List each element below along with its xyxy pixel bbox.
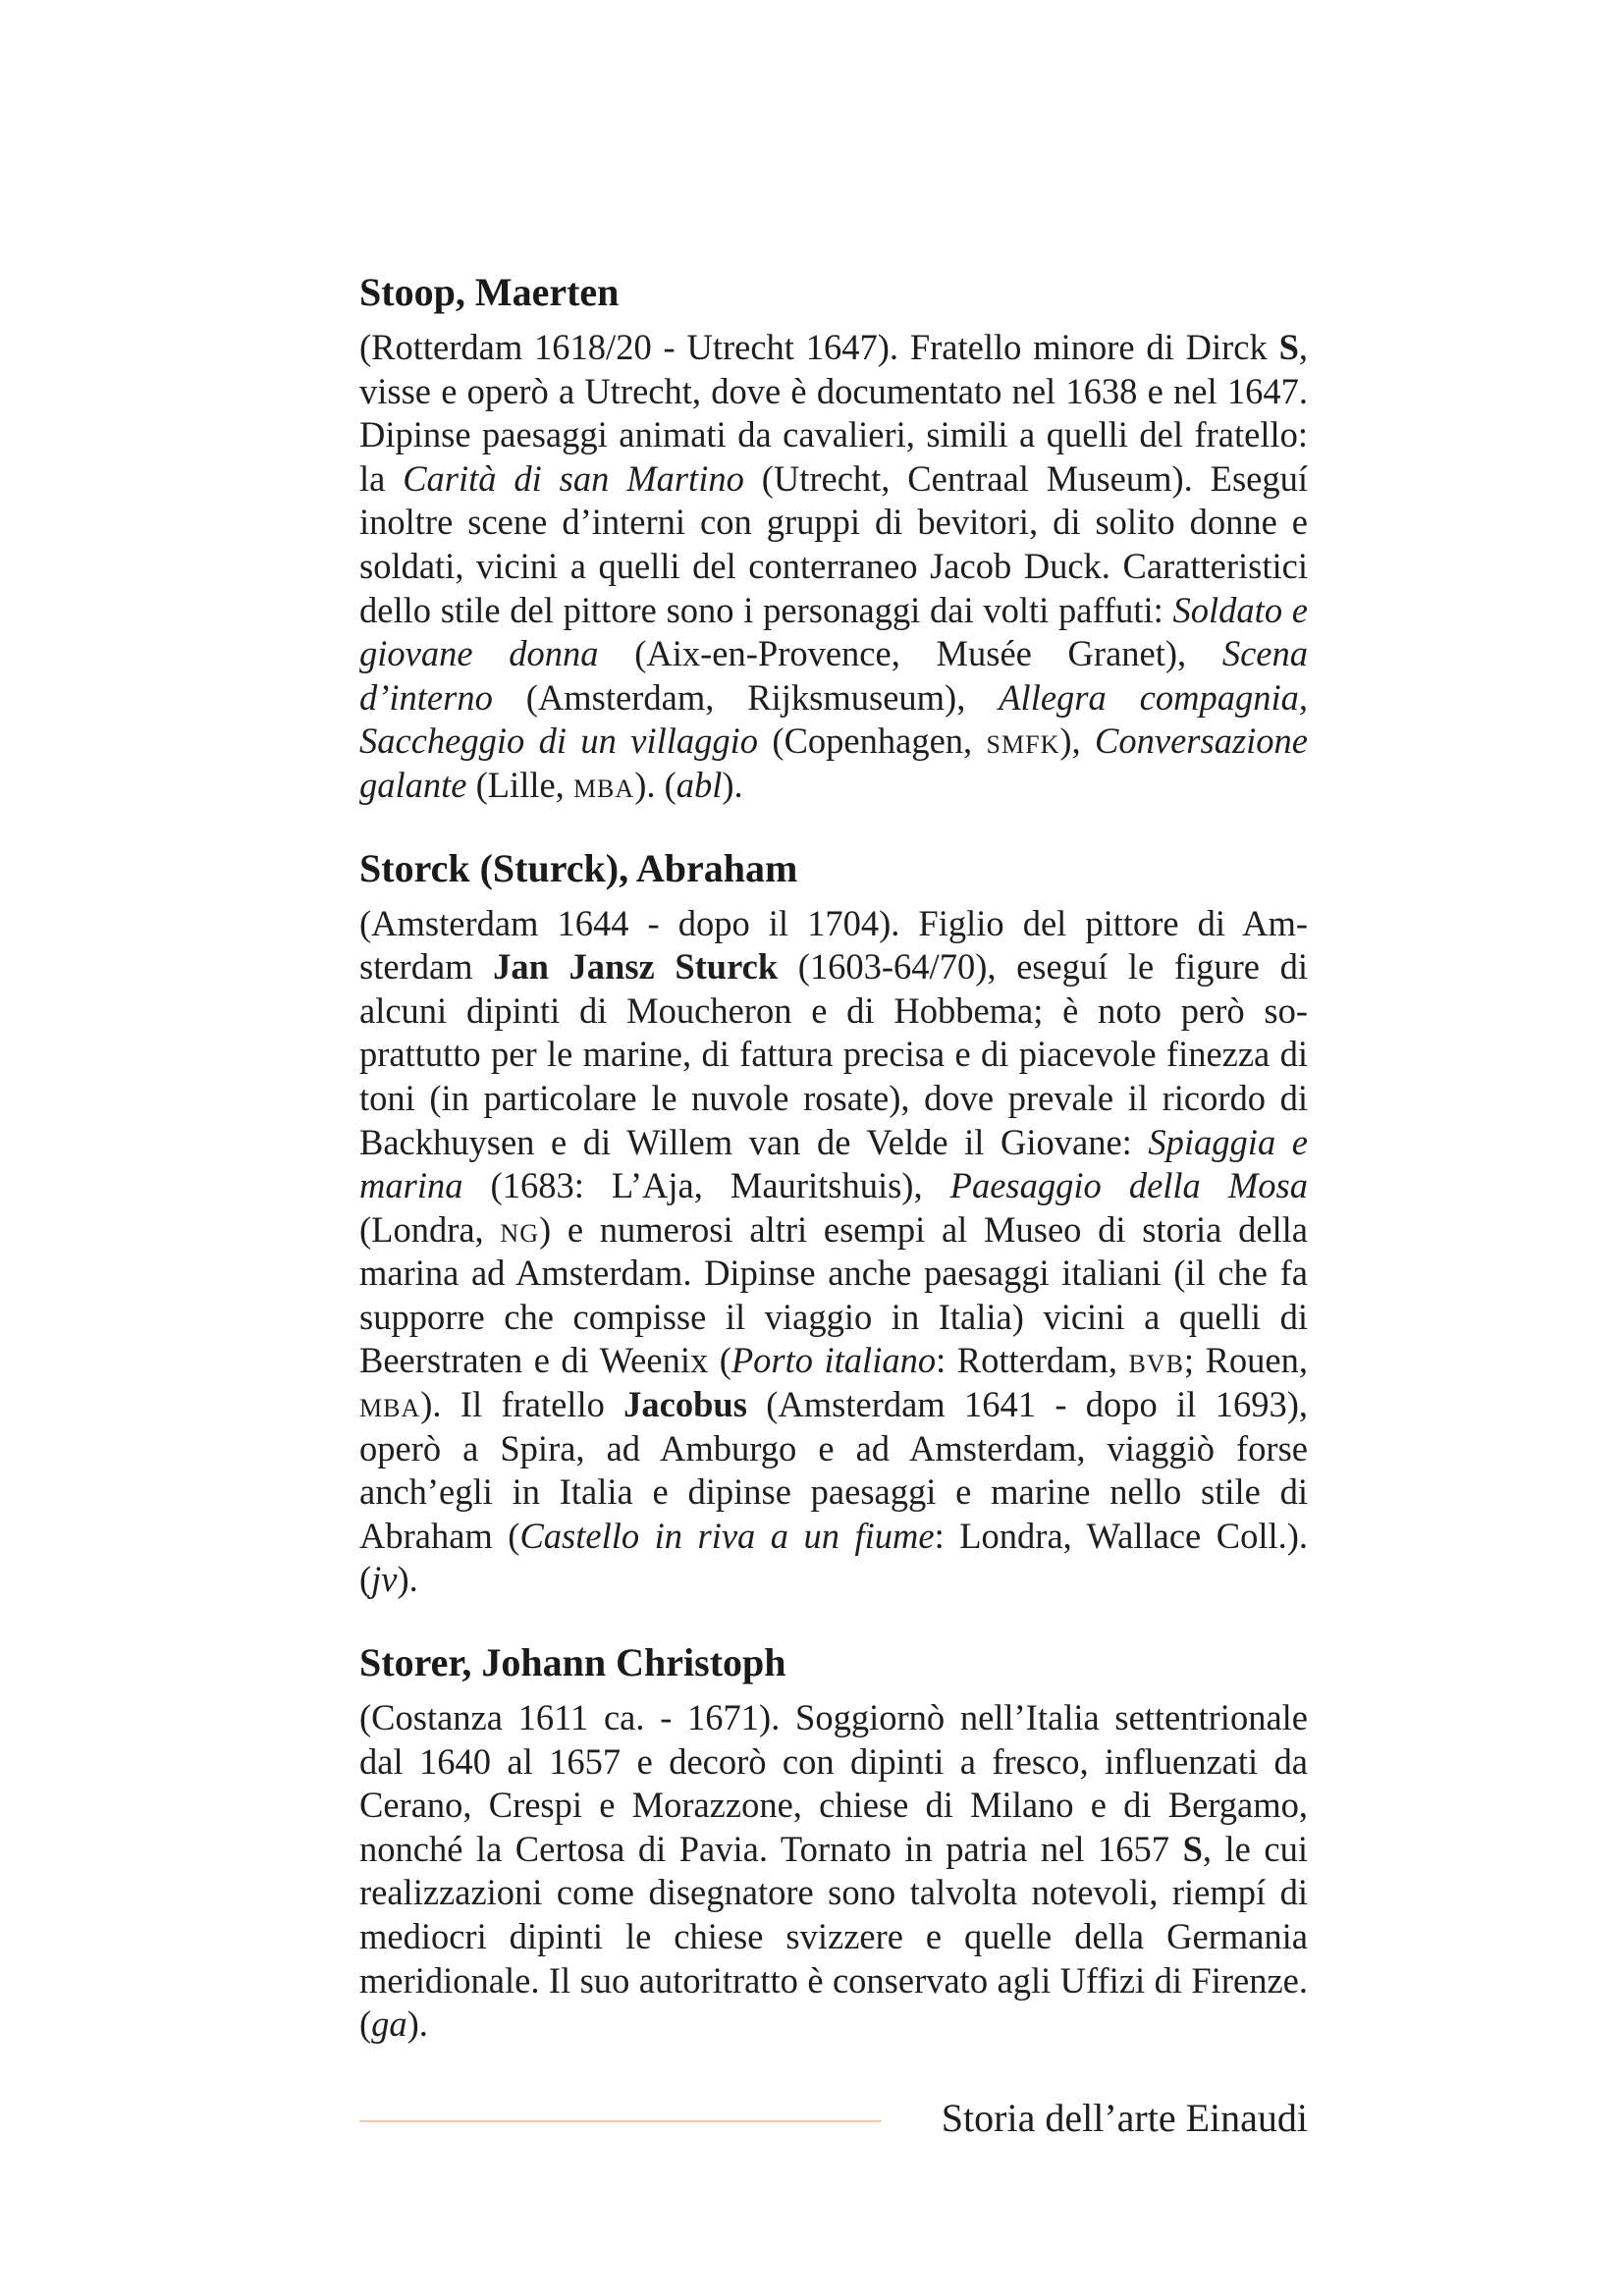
bold-name: Jacobus [623, 1384, 747, 1425]
text-run: (1603-64/70), eseguí le figure di alcuni dipinti di Moucheron e di Hobbema; è noto però soprattutto per le marine, di fattura precisa e di piacevole finezza di toni (in particolare le nuvole rosate), dove prevale il ricordo di Backhuysen e di Willem van de Velde il Giovane: [359, 946, 1308, 1162]
italic-title: Conversazione galante [359, 721, 1308, 805]
italic-title: abl [676, 764, 723, 805]
entry-body [359, 902, 1308, 1603]
italic-title: Soldato e giovane donna [359, 589, 1308, 674]
text-run: (Londra, [359, 1208, 501, 1250]
entry-body [359, 1696, 1308, 2047]
entry-storck-abraham [359, 841, 1308, 1603]
footer-rule [359, 2120, 882, 2122]
abbreviation: mba [572, 764, 635, 805]
text-run: , le cui realizzazioni come disegnatore sono talvolta notevoli, riempí di mediocri dipinti le chiese svizzere e quelle della Germania meridionale. Il suo autoritratto è conservato agli Uffizi di Firenze. ( [359, 1828, 1308, 2045]
entry-body [359, 326, 1308, 808]
text-run: (Utrecht, Centraal Museum). Eseguí inoltre scene d’interni con gruppi di bevitori, di solito donne e soldati, vicini a quelli del conterraneo Jacob Duck. Caratteristici dello stile del pittore sono i personaggi dai volti paffuti: [359, 457, 1308, 630]
text-run: (Amsterdam 1641 - dopo il 1693), operò a Spira, ad Amburgo e ad Amsterdam, viaggiò forse anch’egli in Italia e dipinse paesaggi e marine nello stile di Abraham ( [359, 1384, 1308, 1556]
text-run: ), [1059, 721, 1096, 762]
text-run: (Amsterdam, Rijksmuseum), [492, 676, 1000, 718]
entry-title: Storer, Johann Christoph [359, 1640, 786, 1685]
italic-title: jv [371, 1559, 398, 1600]
text-run: ). [397, 1559, 418, 1600]
bold-name: S [1278, 327, 1299, 367]
entry-title: Storck (Sturck), Abraham [359, 845, 798, 890]
bold-name: Jan Jansz Sturck [493, 946, 779, 988]
text-run: : Rotterdam, [936, 1340, 1129, 1381]
italic-title: Scena d’interno [359, 633, 1308, 718]
page-footer [359, 2091, 1308, 2150]
text-run: ). ( [634, 764, 676, 805]
text-run: (Aix-en-Provence, Musée Granet), [598, 633, 1222, 674]
footer-publication-title: Storia dell’arte Einaudi [941, 2096, 1308, 2140]
abbreviation: smfk [986, 721, 1060, 762]
text-run: (1683: L’Aja, Mauritshuis), [462, 1165, 950, 1206]
text-run: (Lille, [466, 764, 573, 805]
abbreviation: ng [500, 1208, 539, 1250]
text-run: ). [722, 764, 743, 805]
abbreviation: bvb [1128, 1340, 1184, 1381]
italic-title: Allegra compagnia, Saccheggio di un villaggio [359, 676, 1309, 762]
text-run: (Copenhagen, [758, 721, 987, 762]
text-run: (Amsterdam 1644 - dopo il 1704). Figlio del pittore di Amsterdam [359, 902, 1308, 988]
page-content [359, 265, 1308, 2080]
entry-stoop-maerten [359, 265, 1308, 808]
text-run: , visse e operò a Utrecht, dove è documentato nel 1638 e nel 1647. Dipinse paesaggi animati da cavalieri, simili a quelli del fratello: la [359, 327, 1308, 499]
italic-title: Carità di san Martino [403, 457, 744, 499]
abbreviation: mba [359, 1384, 421, 1425]
entry-title: Stoop, Maerten [359, 270, 620, 314]
text-run: ; Rouen, [1183, 1340, 1308, 1381]
text-run: ). [406, 2003, 428, 2045]
italic-title: ga [371, 2003, 407, 2045]
text-run: (Costanza 1611 ca. - 1671). Soggiornò nell’Italia settentrionale dal 1640 al 1657 e decorò con dipinti a fresco, influenzati da Cerano, Crespi e Morazzone, chiese di Milano e di Bergamo, nonché la Certosa di Pavia. Tornato in patria nel 1657 [359, 1697, 1308, 1869]
text-run: : Londra, Wallace Coll.). ( [359, 1515, 1308, 1600]
italic-title: Spiaggia e marina [359, 1121, 1308, 1206]
bold-name: S [1182, 1828, 1203, 1869]
entry-storer-johann-christoph [359, 1635, 1308, 2047]
text-run: ). Il fratello [420, 1384, 624, 1425]
italic-title: Porto italiano [730, 1340, 937, 1381]
italic-title: Paesaggio della Mosa [949, 1165, 1308, 1206]
italic-title: Castello in riva a un fiume [519, 1515, 935, 1556]
text-run: (Rotterdam 1618/20 - Utrecht 1647). Fratello minore di Dirck [359, 327, 1279, 367]
text-run: ) e numerosi altri esempi al Museo di storia della marina ad Amsterdam. Dipinse anche paesaggi italiani (il che fa supporre che compisse il viaggio in Italia) vicini a quelli di Beerstraten e di Weenix ( [359, 1208, 1308, 1381]
